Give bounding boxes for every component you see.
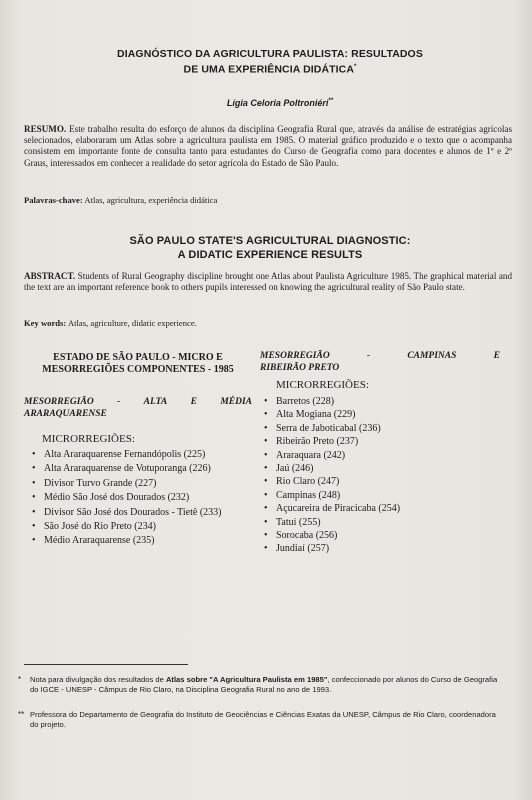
- footnote-mark: **: [18, 710, 25, 719]
- list-item: [262, 422, 492, 435]
- bullet-icon: •: [264, 463, 268, 475]
- list-item-text: Serra de Jaboticabal (236): [276, 422, 381, 434]
- meso-word: -: [366, 351, 371, 361]
- list-item-text: São José do Rio Preto (234): [44, 521, 156, 533]
- abstract-paragraph: [24, 271, 512, 293]
- list-item-text: Sorocaba (256): [276, 530, 338, 542]
- list-item-text: Alta Araraquarense Fernandópolis (225): [44, 449, 206, 460]
- right-microregion-list: [262, 395, 492, 556]
- bullet-icon: •: [264, 476, 268, 488]
- palavras-text: Atlas, agricultura, experiência didática: [84, 195, 218, 205]
- list-item: [262, 529, 492, 542]
- left-mesoregion-heading: [24, 396, 252, 420]
- list-item-text: Médio Araraquarense (235): [44, 535, 155, 547]
- footnote-divider: [24, 664, 188, 665]
- left-section-heading: [24, 352, 252, 376]
- bullet-icon: •: [32, 521, 36, 533]
- list-item: [262, 395, 492, 408]
- left-microregions-label: MICRORREGIÕES:: [42, 433, 135, 445]
- author-name: [180, 98, 380, 108]
- left-meso-line-1: [24, 396, 252, 408]
- list-item-text: Jundiaí (257): [276, 543, 330, 555]
- footnote-text: , confeccionado por alunos do Curso de Geografia do IGCE - UNESP - Câmpus de Rio Claro, na Disciplina Geografia Rural no ano de 1993.: [30, 675, 498, 694]
- bullet-icon: •: [32, 535, 36, 547]
- footnote-2: [18, 710, 500, 730]
- bullet-icon: •: [264, 516, 268, 528]
- left-heading-line-1: ESTADO DE SÃO PAULO - MICRO E: [53, 352, 223, 363]
- list-item-text: Ribeirão Preto (237): [276, 436, 359, 448]
- list-item: [262, 449, 492, 462]
- footnote-1: [18, 675, 500, 695]
- meso-word: MESORREGIÃO: [260, 351, 330, 361]
- left-meso-line-2: ARARAQUARENSE: [24, 409, 107, 419]
- author-text: Lígia Celoria Poltroniéri: [226, 98, 329, 108]
- bullet-icon: •: [264, 530, 268, 542]
- bullet-icon: •: [264, 503, 268, 515]
- keywords-label: Key words:: [24, 318, 67, 328]
- article-title: [60, 48, 480, 77]
- left-microregion-list: [30, 448, 244, 548]
- footnote-bold-text: Atlas sobre "A Agricultura Paulista em 1985": [165, 675, 328, 684]
- resumo-label: RESUMO.: [24, 124, 67, 134]
- list-item-text: Alta Mogiana (229): [276, 409, 356, 421]
- right-meso-line-1: [260, 350, 500, 362]
- footnote-text: Nota para divulgação dos resultados de: [30, 675, 166, 684]
- list-item-text: Rio Claro (247): [276, 476, 340, 488]
- meso-word: -: [117, 397, 121, 407]
- list-item: [30, 462, 244, 475]
- list-item: [262, 435, 492, 448]
- list-item-text: Barretos (228): [276, 396, 335, 407]
- meso-word: E: [190, 397, 197, 407]
- meso-word: CAMPINAS: [407, 351, 457, 361]
- bullet-icon: •: [32, 506, 36, 518]
- bullet-icon: •: [32, 449, 36, 460]
- english-title: [60, 234, 480, 262]
- list-item: [262, 462, 492, 475]
- footnote-text: Professora do Departamento de Geografia do Instituto de Geociências e Ciências Exatas da UNESP, Câmpus de Rio Claro, coordenadora do projeto.: [30, 710, 496, 729]
- list-item-text: Araraquara (242): [276, 449, 346, 461]
- author-footnote-mark: **: [328, 98, 334, 104]
- list-item: [30, 491, 244, 504]
- list-item: [262, 516, 492, 529]
- bullet-icon: •: [264, 396, 268, 407]
- resumo-text: Este trabalho resulta do esforço de alunos da disciplina Geografia Rural que, através da análise de estratégias agrícolas selecionados, elaboraram um Atlas sobre a agricultura paulista em 1985. O material gráfico produzido e o texto que o acompanha consistem em importante fonte de consulta tanto para estudantes do Curso de Geografia como para docentes e alunos de 1º e 2º Graus, interessados em conhecer a realidade do setor agrícola do Estado de São Paulo.: [24, 124, 512, 168]
- right-meso-line-2: RIBEIRÃO PRETO: [260, 363, 340, 373]
- palavras-chave: [24, 195, 512, 206]
- list-item: [30, 520, 244, 533]
- title-footnote-mark: *: [354, 64, 357, 70]
- right-mesoregion-heading: [260, 350, 500, 374]
- list-item-text: Jaú (246): [276, 463, 314, 475]
- list-item-text: Divisor Turvo Grande (227): [44, 477, 157, 489]
- right-microregions-label: MICRORREGIÕES:: [276, 379, 369, 391]
- title-line-2: [60, 61, 480, 77]
- bullet-icon: •: [264, 489, 268, 501]
- list-item-text: Campinas (248): [276, 489, 341, 501]
- palavras-label: Palavras-chave:: [24, 195, 83, 205]
- meso-word: ALTA: [143, 397, 168, 407]
- list-item: [262, 489, 492, 502]
- list-item: [262, 542, 492, 555]
- title-line-2-text: DE UMA EXPERIÊNCIA DIDÁTICA: [183, 63, 355, 76]
- abstract-label: ABSTRACT.: [24, 271, 76, 281]
- list-item: [30, 506, 244, 519]
- title-line-1: DIAGNÓSTICO DA AGRICULTURA PAULISTA: RESULTADOS: [117, 48, 423, 60]
- left-heading-line-2: MESORREGIÕES COMPONENTES - 1985: [42, 364, 234, 375]
- list-item: [30, 448, 244, 461]
- bullet-icon: •: [32, 477, 36, 489]
- bullet-icon: •: [264, 449, 268, 461]
- english-title-line-2: A DIDATIC EXPERIENCE RESULTS: [177, 249, 363, 261]
- bullet-icon: •: [264, 436, 268, 448]
- list-item: [262, 408, 492, 421]
- resumo-paragraph: [24, 124, 512, 169]
- bullet-icon: •: [264, 409, 268, 421]
- keywords-text: Atlas, agriculture, didatic experience.: [67, 318, 197, 328]
- key-words: [24, 318, 512, 329]
- list-item: [30, 477, 244, 490]
- bullet-icon: •: [264, 543, 268, 555]
- bullet-icon: •: [32, 463, 36, 475]
- list-item-text: Alta Araraquarense de Votuporanga (226): [44, 463, 211, 475]
- meso-word: MÉDIA: [220, 397, 252, 407]
- list-item: [262, 502, 492, 515]
- list-item: [262, 475, 492, 488]
- abstract-text: Students of Rural Geography discipline brought one Atlas about Paulista Agriculture 1985. The graphical material and the text are an important reference book to others pupils interessed on knowing the agricultural reality of São Paulo state.: [24, 271, 512, 293]
- list-item: [30, 534, 244, 547]
- list-item-text: Médio São José dos Dourados (232): [44, 492, 190, 504]
- english-title-line-1: SÃO PAULO STATE'S AGRICULTURAL DIAGNOSTIC:: [129, 235, 411, 247]
- bullet-icon: •: [264, 422, 268, 434]
- list-item-text: Divisor São José dos Dourados - Tietê (233): [44, 506, 222, 518]
- list-item-text: Tatuí (255): [276, 516, 321, 528]
- bullet-icon: •: [32, 492, 36, 504]
- meso-word: MESORREGIÃO: [24, 397, 94, 407]
- footnote-mark: *: [18, 675, 22, 684]
- meso-word: E: [493, 351, 500, 361]
- list-item-text: Açucareira de Piracicaba (254): [276, 503, 401, 515]
